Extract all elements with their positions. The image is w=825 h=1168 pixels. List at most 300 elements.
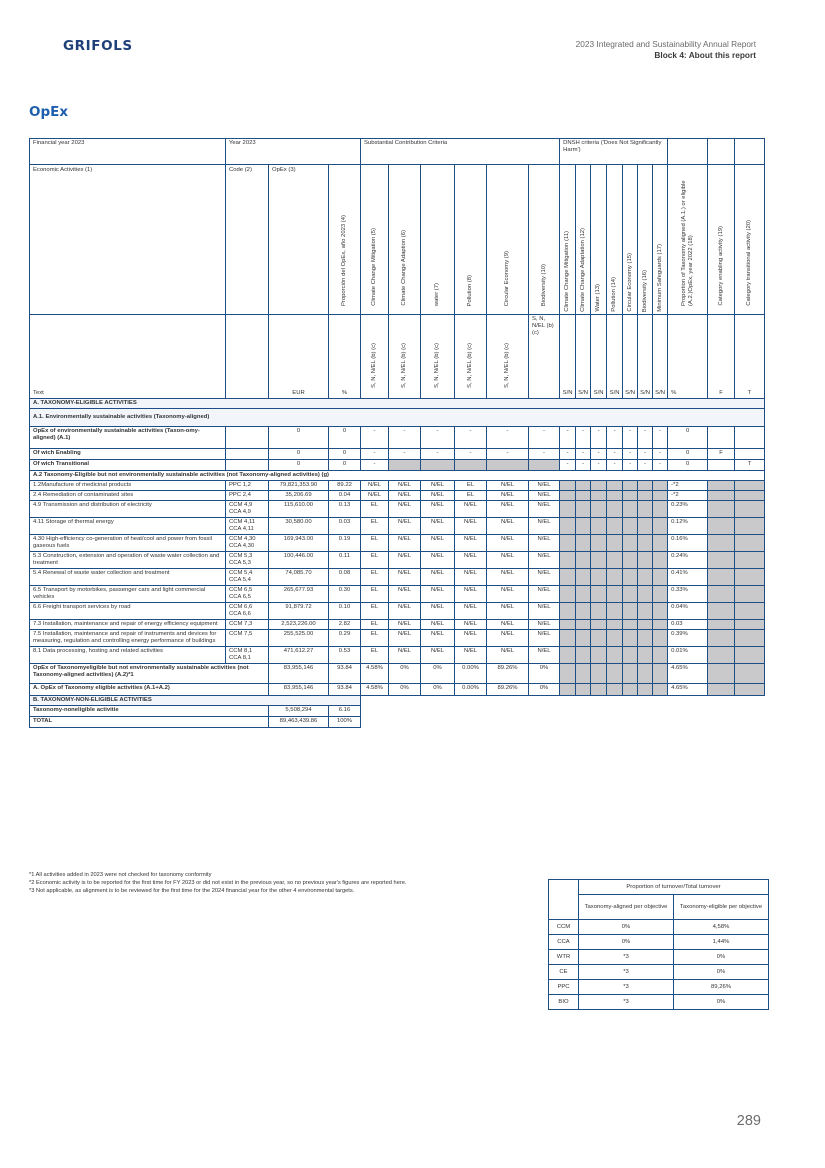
dnsh-na xyxy=(560,569,576,586)
activity-scc: N/EL xyxy=(421,630,455,647)
dnsh-na xyxy=(638,620,653,630)
dnsh-na xyxy=(638,630,653,647)
activity-opex: 169,943.00 xyxy=(269,535,329,552)
activity-p18: 0.39% xyxy=(668,630,708,647)
row-a2-total: OpEx of Taxonomyeligible but not environmentally sustainable activities (not Taxonomy-aligned activities) (A.2)*1 83,955,146 93.84 4.58% 0% 0% 0.00% 89.26% 0% 4.65% xyxy=(30,664,765,684)
activity-name: 4.9 Transmission and distribution of electricity xyxy=(30,501,226,518)
summary-eligible: 0% xyxy=(674,950,769,965)
row-a1-total: OpEx of environmentally sustainable activities (Taxon-omy-aligned) (A.1) 0 0 - - - - - - - - - - - - - 0 xyxy=(30,427,765,449)
activity-scc: N/EL xyxy=(455,501,487,518)
unit-sn-adaption: S, N, N/EL (b) (c) xyxy=(389,315,421,399)
substantial-criteria-header: Substantial Contribution Criteria xyxy=(361,139,560,165)
activity-prop: 0.19 xyxy=(329,535,361,552)
activity-scc: N/EL xyxy=(529,501,560,518)
activity-scc: N/EL xyxy=(487,501,529,518)
dnsh-na xyxy=(653,603,668,620)
summary-eligible: 4,58% xyxy=(674,920,769,935)
unit-pct-18: % xyxy=(668,315,708,399)
dnsh-na xyxy=(638,535,653,552)
activity-code: CCM 7,5 xyxy=(226,630,269,647)
activity-scc: N/EL xyxy=(421,569,455,586)
section-a2-header: A.2 Taxonomy-Eligible but not environmentally sustainable activities (not Taxonomy-aligned activities) (g) xyxy=(30,471,765,481)
activity-code: CCM 7,3 xyxy=(226,620,269,630)
row-noneligible: Taxonomy-noneligible activitie 5,508,294 6.16 xyxy=(30,706,765,717)
activity-scc: N/EL xyxy=(529,552,560,569)
activity-scc: N/EL xyxy=(389,603,421,620)
dnsh-na xyxy=(653,491,668,501)
dnsh-na xyxy=(591,518,607,535)
unit-f: F xyxy=(708,315,735,399)
unit-sn-water: S, N, N/EL (b) (c) xyxy=(421,315,455,399)
dnsh-na xyxy=(576,491,591,501)
dnsh-na xyxy=(623,535,638,552)
dnsh-na xyxy=(607,491,623,501)
activity-scc: N/EL xyxy=(529,569,560,586)
activity-scc: EL xyxy=(361,518,389,535)
activity-scc: EL xyxy=(361,569,389,586)
activity-p18: 0.04% xyxy=(668,603,708,620)
dnsh-na xyxy=(591,491,607,501)
dnsh-na xyxy=(607,501,623,518)
economic-activities-header: Economic Activities (1) xyxy=(30,165,226,315)
unit-sn-pollution: S, N, N/EL (b) (c) xyxy=(455,315,487,399)
row-a-total: A. OpEx of Taxonomy eligible activities (A.1+A.2) 83,955,146 93.84 4.58% 0% 0% 0.00% 89.26% 0% 4.65% xyxy=(30,684,765,696)
activity-scc: N/EL xyxy=(529,481,560,491)
activity-scc: N/EL xyxy=(529,630,560,647)
summary-aligned: *3 xyxy=(579,950,674,965)
dnsh-header-adaptation: Climate Change Adaptation (12) xyxy=(576,165,591,315)
summary-code: CCA xyxy=(549,935,579,950)
dnsh-na xyxy=(653,481,668,491)
dnsh-na xyxy=(638,491,653,501)
summary-title: Proportion of turnover/Total turnover xyxy=(579,880,769,895)
activity-scc: N/EL xyxy=(389,501,421,518)
summary-code: CE xyxy=(549,965,579,980)
dnsh-na xyxy=(576,535,591,552)
activity-p18: -*2 xyxy=(668,491,708,501)
activity-p18: 0.03 xyxy=(668,620,708,630)
code-header: Code (2) xyxy=(226,165,269,315)
dnsh-na xyxy=(653,535,668,552)
activity-opex: 74,085.70 xyxy=(269,569,329,586)
dnsh-na xyxy=(638,586,653,603)
activity-prop: 0.04 xyxy=(329,491,361,501)
dnsh-na xyxy=(560,535,576,552)
activity-scc: N/EL xyxy=(487,569,529,586)
activity-scc: N/EL xyxy=(455,569,487,586)
dnsh-na xyxy=(591,535,607,552)
activity-opex: 35,206.69 xyxy=(269,491,329,501)
dnsh-header-water: Water (13) xyxy=(591,165,607,315)
activity-prop: 89.22 xyxy=(329,481,361,491)
activity-scc: N/EL xyxy=(455,603,487,620)
dnsh-na xyxy=(591,586,607,603)
activity-scc: EL xyxy=(361,620,389,630)
table-row xyxy=(30,491,765,501)
summary-aligned: 0% xyxy=(579,920,674,935)
activity-prop: 0.11 xyxy=(329,552,361,569)
activity-scc: N/EL xyxy=(389,620,421,630)
summary-aligned: *3 xyxy=(579,995,674,1010)
activity-scc: N/EL xyxy=(529,603,560,620)
unit-sn-mitigation: S, N, N/EL (b) (c) xyxy=(361,315,389,399)
activity-opex: 265,677.93 xyxy=(269,586,329,603)
activity-scc: N/EL xyxy=(389,552,421,569)
activity-scc: N/EL xyxy=(421,647,455,664)
scc-header-biodiversity: Biodiversity (10) xyxy=(529,165,560,315)
dnsh-header-circular: Circular Economy (15) xyxy=(623,165,638,315)
activity-prop: 0.30 xyxy=(329,586,361,603)
activity-code: PPC 2,4 xyxy=(226,491,269,501)
activity-prop: 0.10 xyxy=(329,603,361,620)
activity-scc: N/EL xyxy=(529,586,560,603)
activity-scc: N/EL xyxy=(529,647,560,664)
unit-sn-dnsh-5: S/N xyxy=(623,315,638,399)
dnsh-header-mitigation: Climate Change Mitigation (11) xyxy=(560,165,576,315)
activity-scc: N/EL xyxy=(389,491,421,501)
activity-scc: EL xyxy=(455,481,487,491)
activity-p18: 0.16% xyxy=(668,535,708,552)
activity-opex: 255,525.00 xyxy=(269,630,329,647)
dnsh-na xyxy=(607,518,623,535)
dnsh-na xyxy=(560,603,576,620)
activity-scc: N/EL xyxy=(487,481,529,491)
activity-code: CCM 8,1 CCA 8,1 xyxy=(226,647,269,664)
opex-header: OpEx (3) xyxy=(269,165,329,315)
unit-sn-dnsh-6: S/N xyxy=(638,315,653,399)
dnsh-na xyxy=(653,620,668,630)
table-row xyxy=(30,535,765,552)
unit-sn-dnsh-1: S/N xyxy=(560,315,576,399)
summary-row xyxy=(549,920,769,935)
activity-scc: N/EL xyxy=(487,535,529,552)
dnsh-na xyxy=(607,586,623,603)
dnsh-na xyxy=(607,481,623,491)
summary-rows xyxy=(549,920,769,1010)
dnsh-na xyxy=(591,630,607,647)
row-total: TOTAL 89,463,439.86 100% xyxy=(30,717,765,728)
table-row xyxy=(30,620,765,630)
activity-p18: 0.41% xyxy=(668,569,708,586)
dnsh-na xyxy=(607,552,623,569)
summary-eligible: 0% xyxy=(674,995,769,1010)
dnsh-na xyxy=(591,620,607,630)
activity-scc: N/EL xyxy=(455,586,487,603)
activity-scc: N/EL xyxy=(487,586,529,603)
dnsh-na xyxy=(653,647,668,664)
dnsh-na xyxy=(576,647,591,664)
activity-scc: EL xyxy=(361,586,389,603)
dnsh-header-safeguards: Minimum Safeguards (17) xyxy=(653,165,668,315)
activity-code: CCM 4,30 CCA 4,30 xyxy=(226,535,269,552)
footnotes xyxy=(29,872,407,895)
table-row xyxy=(30,552,765,569)
activity-prop: 0.03 xyxy=(329,518,361,535)
summary-aligned: 0% xyxy=(579,935,674,950)
activity-scc: N/EL xyxy=(487,491,529,501)
dnsh-na xyxy=(560,586,576,603)
activity-name: 7.3 Installation, maintenance and repair of energy efficiency equipment xyxy=(30,620,226,630)
row-label: OpEx of environmentally sustainable activities (Taxon-omy-aligned) (A.1) xyxy=(30,427,226,449)
scc-header-water: water (7) xyxy=(421,165,455,315)
summary-row xyxy=(549,980,769,995)
dnsh-na xyxy=(653,518,668,535)
section-b-header: B. TAXONOMY-NON-ELIGIBLE ACTIVITIES xyxy=(30,696,361,706)
unit-sn-circular: S, N, N/EL (b) (c) xyxy=(487,315,529,399)
activity-p18: 0.23% xyxy=(668,501,708,518)
activity-scc: N/EL xyxy=(455,630,487,647)
dnsh-na xyxy=(607,569,623,586)
dnsh-na xyxy=(560,630,576,647)
table-row xyxy=(30,481,765,491)
dnsh-na xyxy=(607,630,623,647)
activity-opex: 91,879.72 xyxy=(269,603,329,620)
activity-scc: N/EL xyxy=(389,630,421,647)
activity-opex: 100,446.00 xyxy=(269,552,329,569)
dnsh-na xyxy=(576,603,591,620)
unit-t: T xyxy=(735,315,765,399)
scc-header-adaption: Climate Change Adaption (6) xyxy=(389,165,421,315)
activity-scc: N/EL xyxy=(421,491,455,501)
dnsh-na xyxy=(623,586,638,603)
opex-table xyxy=(29,138,765,728)
dnsh-na xyxy=(638,518,653,535)
row-label: Of wich Enabling xyxy=(30,449,226,460)
activity-opex: 115,610.00 xyxy=(269,501,329,518)
activity-code: CCM 6,5 CCA 6,5 xyxy=(226,586,269,603)
dnsh-na xyxy=(653,569,668,586)
dnsh-na xyxy=(653,552,668,569)
activity-code: PPC 1,2 xyxy=(226,481,269,491)
summary-code: CCM xyxy=(549,920,579,935)
row-label: Of wich Transitional xyxy=(30,460,226,471)
dnsh-na xyxy=(638,647,653,664)
row-a1-transitional: Of wich Transitional 0 0 - - - - - - - - 0 T xyxy=(30,460,765,471)
dnsh-na xyxy=(638,569,653,586)
activity-opex: 79,821,353.90 xyxy=(269,481,329,491)
dnsh-na xyxy=(623,569,638,586)
dnsh-na xyxy=(638,481,653,491)
dnsh-na xyxy=(560,481,576,491)
activity-scc: N/EL xyxy=(421,501,455,518)
summary-col-aligned: Taxonomy-aligned per objective xyxy=(579,895,674,920)
activity-code: CCM 5,4 CCA 5,4 xyxy=(226,569,269,586)
section-a-header: A. TAXONOMY-ELIGIBLE ACTIVITIES xyxy=(30,399,765,409)
activity-scc: EL xyxy=(361,647,389,664)
dnsh-na xyxy=(591,603,607,620)
dnsh-na xyxy=(607,620,623,630)
activity-scc: N/EL xyxy=(455,647,487,664)
dnsh-na xyxy=(560,620,576,630)
turnover-summary-table xyxy=(548,879,769,1010)
category-enabling-header: Category enabling activity (19) xyxy=(708,165,735,315)
activity-name: 6.6 Freight transport services by road xyxy=(30,603,226,620)
dnsh-na xyxy=(576,586,591,603)
dnsh-na xyxy=(607,603,623,620)
proportion-header: Proporción del OpEx, año 2023 (4) xyxy=(329,165,361,315)
activity-scc: N/EL xyxy=(389,586,421,603)
activity-scc: N/EL xyxy=(361,481,389,491)
activity-scc: N/EL xyxy=(455,535,487,552)
activity-scc: EL xyxy=(361,535,389,552)
dnsh-na xyxy=(623,481,638,491)
unit-sn-dnsh-7: S/N xyxy=(653,315,668,399)
year-cell: Year 2023 xyxy=(226,139,361,165)
activity-scc: N/EL xyxy=(421,586,455,603)
dnsh-na xyxy=(653,501,668,518)
table-row xyxy=(30,569,765,586)
activity-name: 8.1 Data processing, hosting and related activities xyxy=(30,647,226,664)
page-title: OpEx xyxy=(29,104,69,120)
dnsh-na xyxy=(576,518,591,535)
activity-scc: N/EL xyxy=(389,647,421,664)
activity-prop: 0.08 xyxy=(329,569,361,586)
activity-code: CCM 5,3 CCA 5,3 xyxy=(226,552,269,569)
a2-rows xyxy=(30,481,765,664)
activity-name: 4.11 Storage of thermal energy xyxy=(30,518,226,535)
activity-scc: EL xyxy=(361,501,389,518)
activity-name: 6.5 Transport by motorbikes, passenger cars and light commercial vehicles xyxy=(30,586,226,603)
footnote-2: *2 Economic activity is to be reported for the first time for FY 2023 or did not exist in the previous year, so no previous year's figures are reported here. xyxy=(29,879,407,886)
table-row xyxy=(30,630,765,647)
activity-name: 5.4 Renewal of waste water collection and treatment xyxy=(30,569,226,586)
activity-scc: N/EL xyxy=(389,518,421,535)
dnsh-na xyxy=(623,518,638,535)
activity-p18: -*2 xyxy=(668,481,708,491)
activity-opex: 2,523,226.00 xyxy=(269,620,329,630)
unit-text: Text xyxy=(30,315,226,399)
activity-name: 5.3 Construction, extension and operation of waste water collection and treatment xyxy=(30,552,226,569)
dnsh-na xyxy=(638,501,653,518)
activity-scc: N/EL xyxy=(529,535,560,552)
dnsh-na xyxy=(576,620,591,630)
activity-scc: N/EL xyxy=(529,620,560,630)
dnsh-na xyxy=(560,491,576,501)
dnsh-na xyxy=(576,481,591,491)
dnsh-na xyxy=(591,647,607,664)
table-row xyxy=(30,603,765,620)
activity-scc: N/EL xyxy=(389,569,421,586)
dnsh-na xyxy=(560,501,576,518)
dnsh-na xyxy=(638,603,653,620)
unit-sn-dnsh-3: S/N xyxy=(591,315,607,399)
footnote-1: *1 All activities added in 2023 were not checked for taxonomy conformity xyxy=(29,872,212,878)
activity-name: 4.30 High-efficiency co-generation of heat/cool and power from fossil gaseous fuels xyxy=(30,535,226,552)
summary-eligible: 89,26% xyxy=(674,980,769,995)
block-title: Block 4: About this report xyxy=(654,50,756,60)
unit-sn-dnsh-2: S/N xyxy=(576,315,591,399)
activity-scc: N/EL xyxy=(361,491,389,501)
dnsh-na xyxy=(653,630,668,647)
dnsh-header-pollution: Pollution (14) xyxy=(607,165,623,315)
dnsh-na xyxy=(623,552,638,569)
activity-p18: 0.12% xyxy=(668,518,708,535)
unit-sn-dnsh-4: S/N xyxy=(607,315,623,399)
activity-scc: N/EL xyxy=(421,603,455,620)
dnsh-header-biodiversity: Biodiversity (16) xyxy=(638,165,653,315)
activity-scc: N/EL xyxy=(487,620,529,630)
dnsh-na xyxy=(591,552,607,569)
dnsh-na xyxy=(623,620,638,630)
scc-header-mitigation: Climate Change Mitigation (5) xyxy=(361,165,389,315)
activity-p18: 0.24% xyxy=(668,552,708,569)
dnsh-na xyxy=(591,569,607,586)
report-title: 2023 Integrated and Sustainability Annual Report xyxy=(575,39,756,49)
unit-eur: EUR xyxy=(269,315,329,399)
activity-code: CCM 6,6 CCA 6,6 xyxy=(226,603,269,620)
financial-year-cell: Financial year 2023 xyxy=(30,139,226,165)
summary-code: PPC xyxy=(549,980,579,995)
activity-prop: 0.53 xyxy=(329,647,361,664)
activity-scc: N/EL xyxy=(421,552,455,569)
table-row xyxy=(30,501,765,518)
report-header xyxy=(576,39,756,61)
activity-scc: N/EL xyxy=(529,491,560,501)
activity-scc: N/EL xyxy=(455,552,487,569)
summary-row xyxy=(549,935,769,950)
summary-eligible: 1,44% xyxy=(674,935,769,950)
table-row xyxy=(30,647,765,664)
scc-header-pollution: Pollution (8) xyxy=(455,165,487,315)
footnote-3: *3 Not applicable, as alignment is to be reviewed for the first time for the 2024 financial year for the other 4 environmental targets. xyxy=(29,887,355,894)
activity-scc: N/EL xyxy=(389,535,421,552)
activity-p18: 0.01% xyxy=(668,647,708,664)
summary-row xyxy=(549,995,769,1010)
dnsh-na xyxy=(591,501,607,518)
activity-scc: N/EL xyxy=(421,620,455,630)
activity-name: 1.2Manufacture of medicinal products xyxy=(30,481,226,491)
scc-header-circular: Circular Economy (9) xyxy=(487,165,529,315)
activity-prop: 0.13 xyxy=(329,501,361,518)
dnsh-na xyxy=(607,535,623,552)
category-transitional-header: Category transitional activity (20) xyxy=(735,165,765,315)
proportion-aligned-header: Proportion of Taxonomy aligned (A.1.) or eligible (A.2.)OpEx, year 2022 (18) xyxy=(668,165,708,315)
dnsh-na xyxy=(638,552,653,569)
unit-sn-biodiversity: S, N, N/EL (b) (c) xyxy=(529,315,560,399)
dnsh-na xyxy=(576,501,591,518)
dnsh-na xyxy=(623,491,638,501)
activity-scc: N/EL xyxy=(487,518,529,535)
summary-row xyxy=(549,965,769,980)
activity-scc: N/EL xyxy=(455,620,487,630)
activity-name: 7.5 Installation, maintenance and repair of instruments and devices for measuring, regulation and controlling energy performance of buildings xyxy=(30,630,226,647)
dnsh-na xyxy=(560,552,576,569)
activity-code: CCM 4,11 CCA 4,11 xyxy=(226,518,269,535)
activity-scc: EL xyxy=(361,630,389,647)
grifols-logo: GRIFOLS xyxy=(63,38,133,54)
activity-scc: EL xyxy=(361,552,389,569)
table-row xyxy=(30,518,765,535)
summary-row xyxy=(549,950,769,965)
activity-scc: N/EL xyxy=(487,630,529,647)
dnsh-criteria-header: DNSH criteria ('Does Not Significantly Harm') xyxy=(560,139,668,165)
section-a1-header: A.1. Environmentally sustainable activities (Taxonomy-aligned) xyxy=(30,409,765,427)
dnsh-na xyxy=(560,518,576,535)
activity-code: CCM 4,9 CCA 4,9 xyxy=(226,501,269,518)
summary-aligned: *3 xyxy=(579,980,674,995)
activity-scc: N/EL xyxy=(421,481,455,491)
unit-pct: % xyxy=(329,315,361,399)
activity-opex: 30,580.00 xyxy=(269,518,329,535)
dnsh-na xyxy=(576,630,591,647)
activity-scc: N/EL xyxy=(529,518,560,535)
dnsh-na xyxy=(623,647,638,664)
dnsh-na xyxy=(623,630,638,647)
activity-scc: N/EL xyxy=(389,481,421,491)
summary-aligned: *3 xyxy=(579,965,674,980)
activity-prop: 2.82 xyxy=(329,620,361,630)
dnsh-na xyxy=(560,647,576,664)
